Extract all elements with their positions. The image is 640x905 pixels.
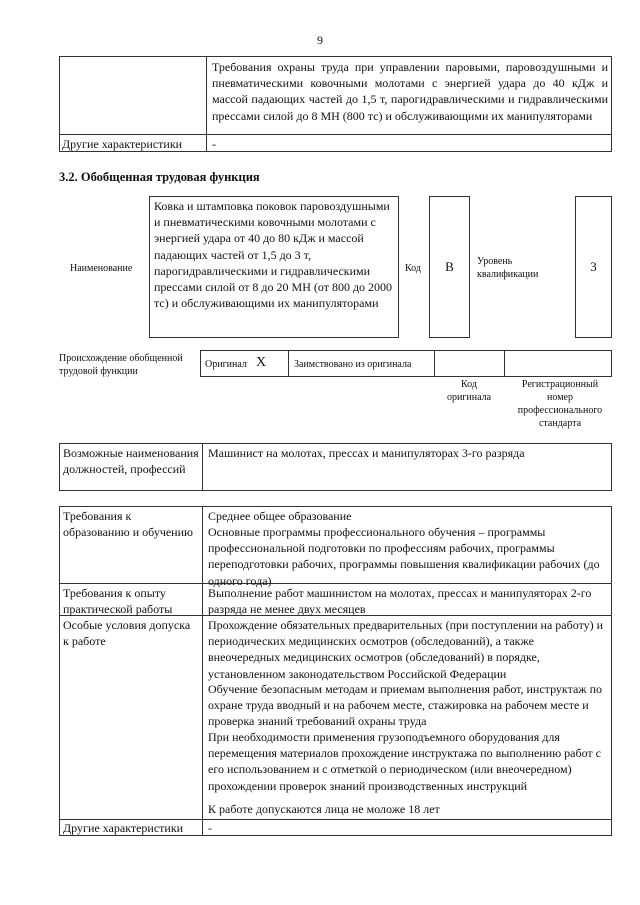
origin-label: Происхождение обобщенной трудовой функции: [59, 353, 183, 377]
function-name-label: Наименование: [70, 263, 133, 274]
top-table-divider: [206, 56, 207, 152]
requirements-divider: [202, 506, 203, 836]
page-number: 9: [317, 33, 323, 47]
origin-borrowed-label: Заимствовано из оригинала: [294, 359, 412, 370]
function-level-label: Уровень квалификации: [477, 256, 539, 280]
origin-divider-3: [504, 350, 505, 377]
education-line-2: Основные программы профессионального обучения – программы профессиональной подготовки по профессиям рабочих, программы переподготовки рабочих, программы повышения квалификации рабочих (до одного года): [208, 525, 600, 588]
function-name-value: Ковка и штамповка поковок паровоздушными и пневматическими ковочными молотами с энергией удара от 40 до 80 кДж и массой падающих частей от 1,5 до 3 т, парогидравлическими и гидравлическими прессами силой от 8 до 20 МН (от 800 до 2000 тс) и обслуживающими их манипуляторами: [154, 199, 393, 311]
top-table-requirements-text: Требования охраны труда при управлении паровыми, паровоздушными и пневматическими ковочными молотами с энергией удара до 40 кДж и массой падающих частей до 1,5 т, парогидравлическими и гидравлическими прессами силой до 8 МН (800 тс) и обслуживающими их манипуляторами: [212, 60, 608, 123]
origin-reg-caption: Регистрационный номер профессионального стандарта: [517, 379, 603, 429]
origin-divider-1: [288, 350, 289, 377]
positions-label: Возможные наименования должностей, профессий: [63, 446, 199, 477]
origin-original-label: Оригинал: [205, 359, 247, 370]
requirements-other-label: Другие характеристики: [63, 821, 184, 835]
origin-divider-2: [434, 350, 435, 377]
special-line-1: Прохождение обязательных предварительных (при поступлении на работу) и периодических медицинских осмотров (обследований), а также внеочередных медицинских осмотров (обследований) в порядке, установленном законодательством Российской Федерации: [208, 618, 604, 681]
top-table-other-value: -: [212, 137, 216, 151]
origin-original-mark: X: [256, 355, 267, 370]
requirements-other-value: -: [208, 821, 212, 835]
top-table-other-label: Другие характеристики: [62, 137, 183, 151]
function-code-label: Код: [405, 263, 421, 274]
section-title: 3.2. Обобщенная трудовая функция: [59, 170, 260, 184]
positions-value: Машинист на молотах, прессах и манипуляторах 3-го разряда: [208, 446, 525, 460]
function-level-value: 3: [590, 259, 597, 274]
positions-divider: [202, 443, 203, 491]
function-code-value: B: [445, 259, 454, 274]
education-label: Требования к образованию и обучению: [63, 509, 193, 540]
experience-label: Требования к опыту практической работы: [63, 586, 173, 617]
special-line-4: К работе допускаются лица не моложе 18 лет: [208, 802, 440, 816]
special-line-3: При необходимости применения грузоподъемного оборудования для перемещения материалов прохождение инструктажа по выполнению работ с его использованием и с отметкой о периодическом (или внеочередном) прохождении проверок знаний производственных инструкций: [208, 730, 601, 793]
experience-value: Выполнение работ машинистом на молотах, прессах и манипуляторах 2-го разряда не менее двух месяцев: [208, 586, 592, 617]
top-table-row-divider: [59, 134, 612, 135]
education-line-1: Среднее общее образование: [208, 509, 352, 523]
special-label: Особые условия допуска к работе: [63, 618, 191, 649]
origin-code-caption: Код оригинала: [446, 379, 492, 403]
special-line-2: Обучение безопасным методам и приемам выполнения работ, инструктаж по охране труда вводный и на рабочем месте, стажировка на рабочем месте и проверка знаний требований охраны труда: [208, 682, 603, 729]
